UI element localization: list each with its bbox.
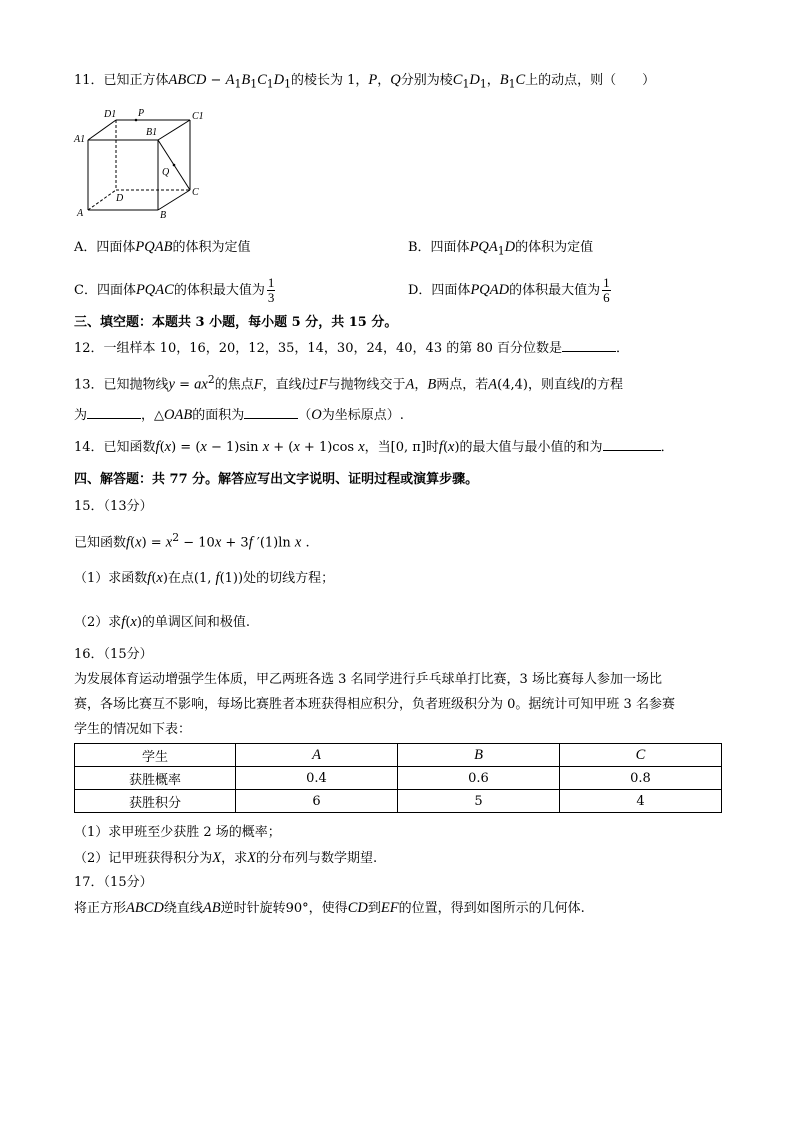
q13-line2: 为 ，△OAB的面积为 （O为坐标原点）. xyxy=(74,407,404,423)
q16-text-line2: 赛，各场比赛互不影响，每场比赛胜者本班获得相应积分，负者班级积分为 0。据统计可知甲班 3 名参赛 xyxy=(74,697,675,712)
q16-part2: （2）记甲班获得积分为X，求X的分布列与数学期望. xyxy=(74,850,378,866)
q16-part1: （1）求甲班至少获胜 2 场的概率； xyxy=(74,825,281,840)
q15-heading: 15．（13分） xyxy=(74,499,153,514)
q14: 14．已知函数f(x) = (x − 1)sin x + (x + 1)cos x，当[0, π]时f(x)的最大值与最小值的和为 ． xyxy=(74,439,674,455)
label-C1: C1 xyxy=(192,111,204,122)
label-Q: Q xyxy=(162,167,170,178)
q16-text-line3: 学生的情况如下表： xyxy=(74,722,192,737)
table-cell: 4 xyxy=(560,790,722,813)
q16-heading: 16．（15分） xyxy=(74,647,153,662)
table-cell: 6 xyxy=(236,790,398,813)
label-A1: A1 xyxy=(74,134,86,145)
table-cell: 5 xyxy=(398,790,560,813)
table-cell: 0.8 xyxy=(560,767,722,790)
table-row xyxy=(75,767,722,790)
table-cell: 获胜积分 xyxy=(75,790,236,813)
label-D1: D1 xyxy=(104,109,117,120)
q11-option-c: C．四面体PQAC的体积最大值为 $\frac{1}{3}$ xyxy=(74,275,275,305)
q11-stem: 11．已知正方体ABCD − $A_1B_1C_1D_1$的棱长为 1，P，Q分别为棱$C_1D_1$，$B_1C$上的动点，则（ ） xyxy=(74,72,656,91)
q16-table xyxy=(74,743,722,813)
table-header-row xyxy=(75,744,722,767)
table-cell: 0.6 xyxy=(398,767,560,790)
section-4-heading: 四、解答题：共 77 分。解答应写出文字说明、证明过程或演算步骤。 xyxy=(74,472,479,487)
table-header-cell: B xyxy=(398,744,560,767)
section-3-heading: 三、填空题：本题共 3 小题，每小题 5 分，共 15 分。 xyxy=(74,315,398,330)
q11-option-d: D．四面体PQAD的体积最大值为 $\frac{1}{6}$ xyxy=(408,275,610,305)
q12: 12．一组样本 10，16，20，12，35，14，30，24，40，43 的第 80 百分位数是 ． xyxy=(74,341,630,356)
cube-figure xyxy=(72,102,212,220)
q11-option-a: A．四面体PQAB的体积为定值 xyxy=(74,239,251,255)
q17-heading: 17．（15分） xyxy=(74,875,153,890)
table-header-cell: A xyxy=(236,744,398,767)
q11-option-b: B．四面体$PQA_1D$的体积为定值 xyxy=(408,239,594,258)
table-header-cell: 学生 xyxy=(75,744,236,767)
q15-stem: 已知函数$f(x) = x^2 - 10x + 3f$ ′(1)ln x . xyxy=(74,531,310,551)
table-cell: 0.4 xyxy=(236,767,398,790)
table-header-cell: C xyxy=(560,744,722,767)
q17-stem: 将正方形ABCD绕直线AB逆时针旋转90°，使得CD到EF的位置，得到如图所示的几何体. xyxy=(74,900,585,916)
label-P: P xyxy=(138,108,145,119)
label-A: A xyxy=(77,208,84,219)
label-B: B xyxy=(160,210,167,220)
q13-line1: 13．已知抛物线$y = ax^2$的焦点F，直线l过F与抛物线交于A，B两点，若A(4,4)，则直线l的方程 xyxy=(74,373,624,393)
label-D: D xyxy=(116,193,124,204)
label-B1: B1 xyxy=(146,127,158,138)
table-cell: 获胜概率 xyxy=(75,767,236,790)
q15-part2: （2）求f(x)的单调区间和极值. xyxy=(74,614,251,630)
q16-text-line1: 为发展体育运动增强学生体质，甲乙两班各选 3 名同学进行乒乓球单打比赛，3 场比赛每人参加一场比 xyxy=(74,672,662,687)
label-C: C xyxy=(192,187,199,198)
q15-part1: （1）求函数f(x)在点(1, f(1))处的切线方程； xyxy=(74,570,335,586)
table-row xyxy=(75,790,722,813)
